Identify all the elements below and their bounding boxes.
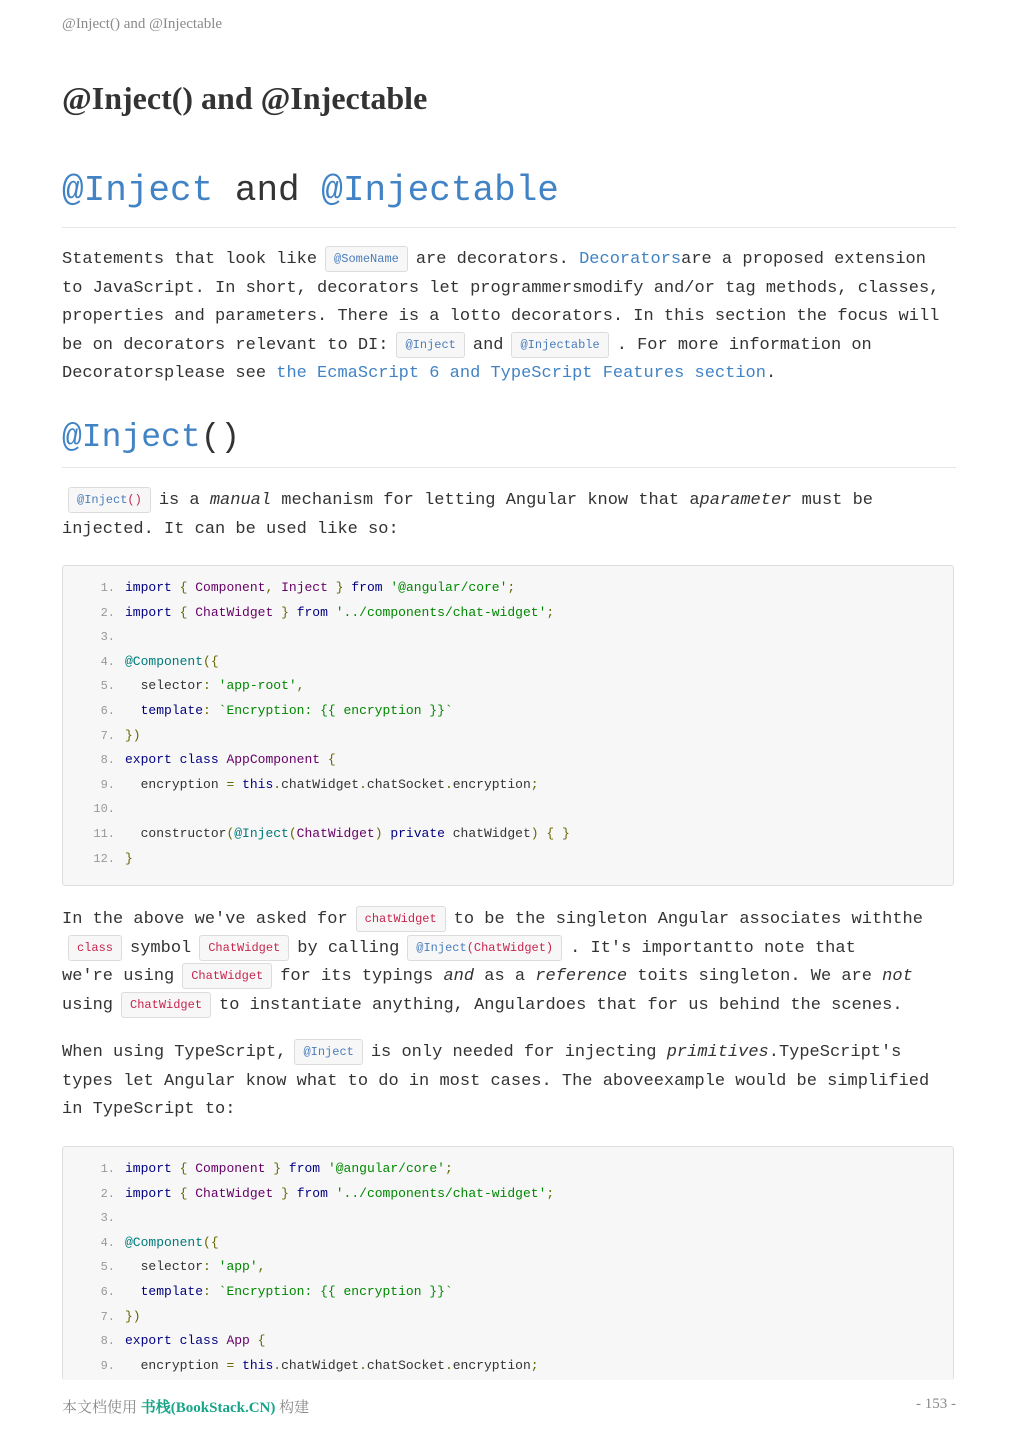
code-line <box>63 1354 953 1379</box>
punct: { <box>179 1161 188 1176</box>
emphasis: primitives <box>666 1043 769 1062</box>
text-line: in TypeScript to: <box>62 1100 236 1119</box>
inject-intro-paragraph <box>62 487 962 544</box>
text: When using TypeScript, <box>62 1043 287 1062</box>
code-line <box>63 822 953 847</box>
text-line <box>62 963 962 992</box>
identifier: constructor <box>140 825 227 841</box>
punct: ) <box>374 825 383 841</box>
punct: : <box>203 678 211 694</box>
line-number: 6. <box>100 1284 115 1299</box>
line-number: 9. <box>100 1358 115 1373</box>
text: Statements that look like <box>62 250 318 269</box>
punct: { <box>179 604 188 620</box>
line-number: 5. <box>100 679 115 694</box>
string: '../components/chat-widget' <box>335 1185 547 1201</box>
text: are decorators. <box>415 250 580 269</box>
punct: . <box>359 1357 367 1373</box>
line-number: 11. <box>93 826 115 841</box>
identifier: encryption <box>452 776 531 792</box>
text: . For more information on <box>616 335 872 355</box>
inline-code-somename: @SomeName <box>325 246 408 272</box>
text-line: to JavaScript. In short, decorators let programmersmodify and/or tag methods, classes, <box>62 278 940 298</box>
inline-code-chatwidget-instance: chatWidget <box>356 906 446 932</box>
text: to be the singleton Angular associates withthe <box>453 910 923 929</box>
text-line <box>62 935 962 964</box>
text-line <box>62 992 962 1021</box>
line-number: 6. <box>100 703 115 718</box>
punct: . <box>273 1357 282 1373</box>
punct: ({ <box>203 1234 219 1250</box>
emphasis: manual <box>209 491 272 510</box>
punct: } <box>335 580 344 595</box>
punct: ; <box>530 1357 539 1373</box>
code-args: (ChatWidget) <box>466 940 554 955</box>
string: '@angular/core' <box>327 1161 445 1176</box>
identifier: encryption <box>140 1357 219 1373</box>
text-line <box>62 332 962 361</box>
inline-code-inject: @Inject <box>396 332 464 358</box>
decorator: @Component <box>125 1234 204 1250</box>
text: are a proposed extension <box>681 250 926 269</box>
section-heading-inject <box>62 419 240 456</box>
line-number: 1. <box>100 1162 115 1176</box>
code-line <box>63 699 953 724</box>
inline-code-class: class <box>68 935 122 961</box>
inline-code-inject-chatwidget <box>407 935 562 961</box>
line-number: 4. <box>100 1235 115 1250</box>
punct: : <box>203 1283 211 1299</box>
text-line <box>62 906 962 935</box>
code-line <box>63 797 953 822</box>
heading-keyword-injectable: @Injectable <box>321 170 559 211</box>
ecmascript-features-link[interactable]: the EcmaScript 6 and TypeScript Features section <box>276 364 766 383</box>
code-line <box>63 650 953 675</box>
punct: ; <box>444 1161 453 1176</box>
property: selector <box>140 678 204 694</box>
keyword: import <box>125 1161 172 1176</box>
text: must be <box>791 491 873 510</box>
keyword: import <box>125 604 172 620</box>
footer-prefix: 本文档使用 <box>62 1400 141 1416</box>
text-line <box>62 1039 962 1068</box>
text: toits singleton. We are <box>627 967 883 986</box>
punct: ({ <box>203 653 219 669</box>
text: . <box>765 364 777 383</box>
page-number: - 153 - <box>916 1396 956 1412</box>
property: template <box>140 702 204 718</box>
code-line <box>63 576 953 601</box>
decorators-link[interactable]: Decorators <box>579 250 682 269</box>
singleton-explanation-paragraph <box>62 906 962 1020</box>
footer-suffix: 构建 <box>275 1400 310 1416</box>
code-line <box>63 1157 953 1182</box>
punct: : <box>203 1259 211 1275</box>
heading-parens: () <box>200 419 241 456</box>
punct: ) <box>530 825 539 841</box>
text: is only needed for injecting <box>370 1043 667 1062</box>
code-line <box>63 748 953 773</box>
punct: ; <box>530 776 539 792</box>
code-text: @Inject <box>416 940 467 955</box>
keyword: export class <box>125 752 219 768</box>
line-number: 3. <box>100 1211 115 1226</box>
text: . It's importantto note that <box>570 938 856 958</box>
keyword: from <box>296 1185 328 1201</box>
text: for its typings <box>280 967 444 986</box>
document-title: @Inject() and @Injectable <box>62 80 428 116</box>
line-number: 12. <box>93 851 115 866</box>
code-block <box>62 565 954 886</box>
string: 'app' <box>218 1259 258 1275</box>
punct: }) <box>125 727 141 743</box>
heading-divider <box>62 467 956 468</box>
running-header: @Inject() and @Injectable <box>62 16 223 32</box>
heading-and: and <box>213 170 322 211</box>
text: be on decorators relevant to DI: <box>62 335 389 355</box>
string: `Encryption: {{ encryption }}` <box>218 702 453 718</box>
punct: ( <box>226 825 235 841</box>
typescript-paragraph <box>62 1039 962 1125</box>
punct: { <box>179 1185 188 1201</box>
punct: = <box>226 776 235 792</box>
punct: . <box>359 776 367 792</box>
page-footer <box>62 1396 309 1417</box>
decorator: @Inject <box>234 825 289 841</box>
emphasis: parameter <box>699 491 792 510</box>
keyword: this <box>242 776 274 792</box>
identifier: Component <box>195 1161 266 1176</box>
property: template <box>140 1283 204 1299</box>
identifier: Inject <box>281 580 328 595</box>
inline-code-inject-call <box>68 487 151 513</box>
property: selector <box>140 1259 204 1275</box>
identifier: Component <box>195 580 266 595</box>
line-number: 1. <box>100 581 115 595</box>
code-block <box>62 1146 954 1380</box>
code-line <box>63 1182 953 1207</box>
punct: , <box>257 1259 266 1275</box>
punct: = <box>226 1357 235 1373</box>
line-number: 2. <box>100 1186 115 1201</box>
text: Decoratorsplease see <box>62 364 277 383</box>
text: symbol <box>130 938 192 958</box>
code-line <box>63 724 953 749</box>
code-line <box>63 625 953 650</box>
line-number: 4. <box>100 654 115 669</box>
inline-code-chatwidget: ChatWidget <box>121 992 211 1018</box>
punct: } <box>281 1185 289 1201</box>
emphasis: not <box>882 967 913 986</box>
identifier: chatSocket <box>366 776 445 792</box>
punct: , <box>296 678 305 694</box>
line-number: 9. <box>100 777 115 792</box>
keyword: from <box>288 1161 321 1176</box>
punct: { <box>179 580 188 595</box>
code-line <box>63 1329 953 1354</box>
inline-code-inject: @Inject <box>294 1039 362 1065</box>
identifier: ChatWidget <box>195 1185 274 1201</box>
identifier: encryption <box>140 776 219 792</box>
keyword: this <box>242 1357 274 1373</box>
keyword: import <box>125 580 172 595</box>
text-line: properties and parameters. There is a lotto decorators. In this section the focus will <box>62 307 940 326</box>
heading-keyword-inject: @Inject <box>62 419 201 456</box>
punct: { <box>257 1333 266 1349</box>
text: by calling <box>297 938 400 958</box>
string: 'app-root' <box>218 678 297 694</box>
text: as a <box>474 967 536 986</box>
inline-code-chatwidget: ChatWidget <box>182 963 272 989</box>
code-text: @Inject <box>77 493 128 507</box>
punct: { <box>327 752 336 768</box>
keyword: private <box>390 825 445 841</box>
punct: { } <box>546 825 570 841</box>
decorator: @Component <box>125 653 204 669</box>
text: and <box>472 335 504 355</box>
keyword: export class <box>125 1333 219 1349</box>
code-line <box>63 847 953 872</box>
line-number: 5. <box>100 1260 115 1275</box>
code-line <box>63 1206 953 1231</box>
text: we're using <box>62 967 175 986</box>
identifier: ChatWidget <box>296 825 375 841</box>
text-line <box>62 360 962 389</box>
code-line <box>63 601 953 626</box>
code-line <box>63 1305 953 1330</box>
punct: ; <box>546 604 555 620</box>
code-parens: () <box>127 493 142 507</box>
inline-code-chatwidget: ChatWidget <box>199 935 289 961</box>
string: '@angular/core' <box>390 580 508 595</box>
decorators-paragraph <box>62 246 962 389</box>
code-line <box>63 1255 953 1280</box>
text-line <box>62 246 962 275</box>
line-number: 2. <box>100 605 115 620</box>
line-number: 8. <box>100 1334 115 1349</box>
punct: ; <box>546 1185 555 1201</box>
line-number: 8. <box>100 753 115 768</box>
punct: . <box>273 776 282 792</box>
line-number: 3. <box>100 630 115 645</box>
punct: . <box>444 1357 453 1373</box>
text: to instantiate anything, Angulardoes that for us behind the scenes. <box>219 995 903 1015</box>
text-line <box>62 487 962 516</box>
punct: ; <box>507 580 516 595</box>
string: '../components/chat-widget' <box>335 604 547 620</box>
string: `Encryption: {{ encryption }}` <box>218 1283 453 1299</box>
keyword: import <box>125 1185 172 1201</box>
code-line <box>63 1280 953 1305</box>
identifier: chatWidget <box>281 776 360 792</box>
punct: } <box>273 1161 282 1176</box>
identifier: chatSocket <box>366 1357 445 1373</box>
inline-code-injectable: @Injectable <box>511 332 608 358</box>
text: is a <box>158 491 210 510</box>
identifier: chatWidget <box>281 1357 360 1373</box>
identifier: chatWidget <box>452 825 531 841</box>
heading-divider <box>62 227 956 228</box>
punct: } <box>125 850 133 866</box>
text: mechanism for letting Angular know that a <box>271 491 700 510</box>
bookstack-link[interactable]: 书栈(BookStack.CN) <box>140 1400 276 1416</box>
code-line <box>63 1231 953 1256</box>
punct: : <box>203 702 211 718</box>
punct: }) <box>125 1308 141 1324</box>
emphasis: reference <box>535 967 628 986</box>
text: using <box>62 995 114 1015</box>
emphasis: and <box>443 967 475 986</box>
code-line <box>63 674 953 699</box>
text: In the above we've asked for <box>62 910 348 929</box>
punct: . <box>444 776 453 792</box>
identifier: ChatWidget <box>195 604 274 620</box>
line-number: 7. <box>100 728 115 743</box>
section-heading-inject-injectable <box>62 170 559 211</box>
line-number: 10. <box>93 802 115 817</box>
text-line: types let Angular know what to do in most cases. The aboveexample would be simplified <box>62 1071 930 1091</box>
heading-keyword-inject: @Inject <box>62 170 214 211</box>
punct: ( <box>288 825 297 841</box>
code-line <box>63 773 953 798</box>
keyword: from <box>351 580 383 595</box>
line-number: 7. <box>100 1309 115 1324</box>
punct: , <box>265 580 274 595</box>
keyword: from <box>296 604 328 620</box>
identifier: App <box>226 1333 250 1349</box>
text-line: injected. It can be used like so: <box>62 519 399 539</box>
identifier: AppComponent <box>226 752 321 768</box>
identifier: encryption <box>452 1357 531 1373</box>
text: .TypeScript's <box>768 1043 902 1062</box>
punct: } <box>281 604 289 620</box>
